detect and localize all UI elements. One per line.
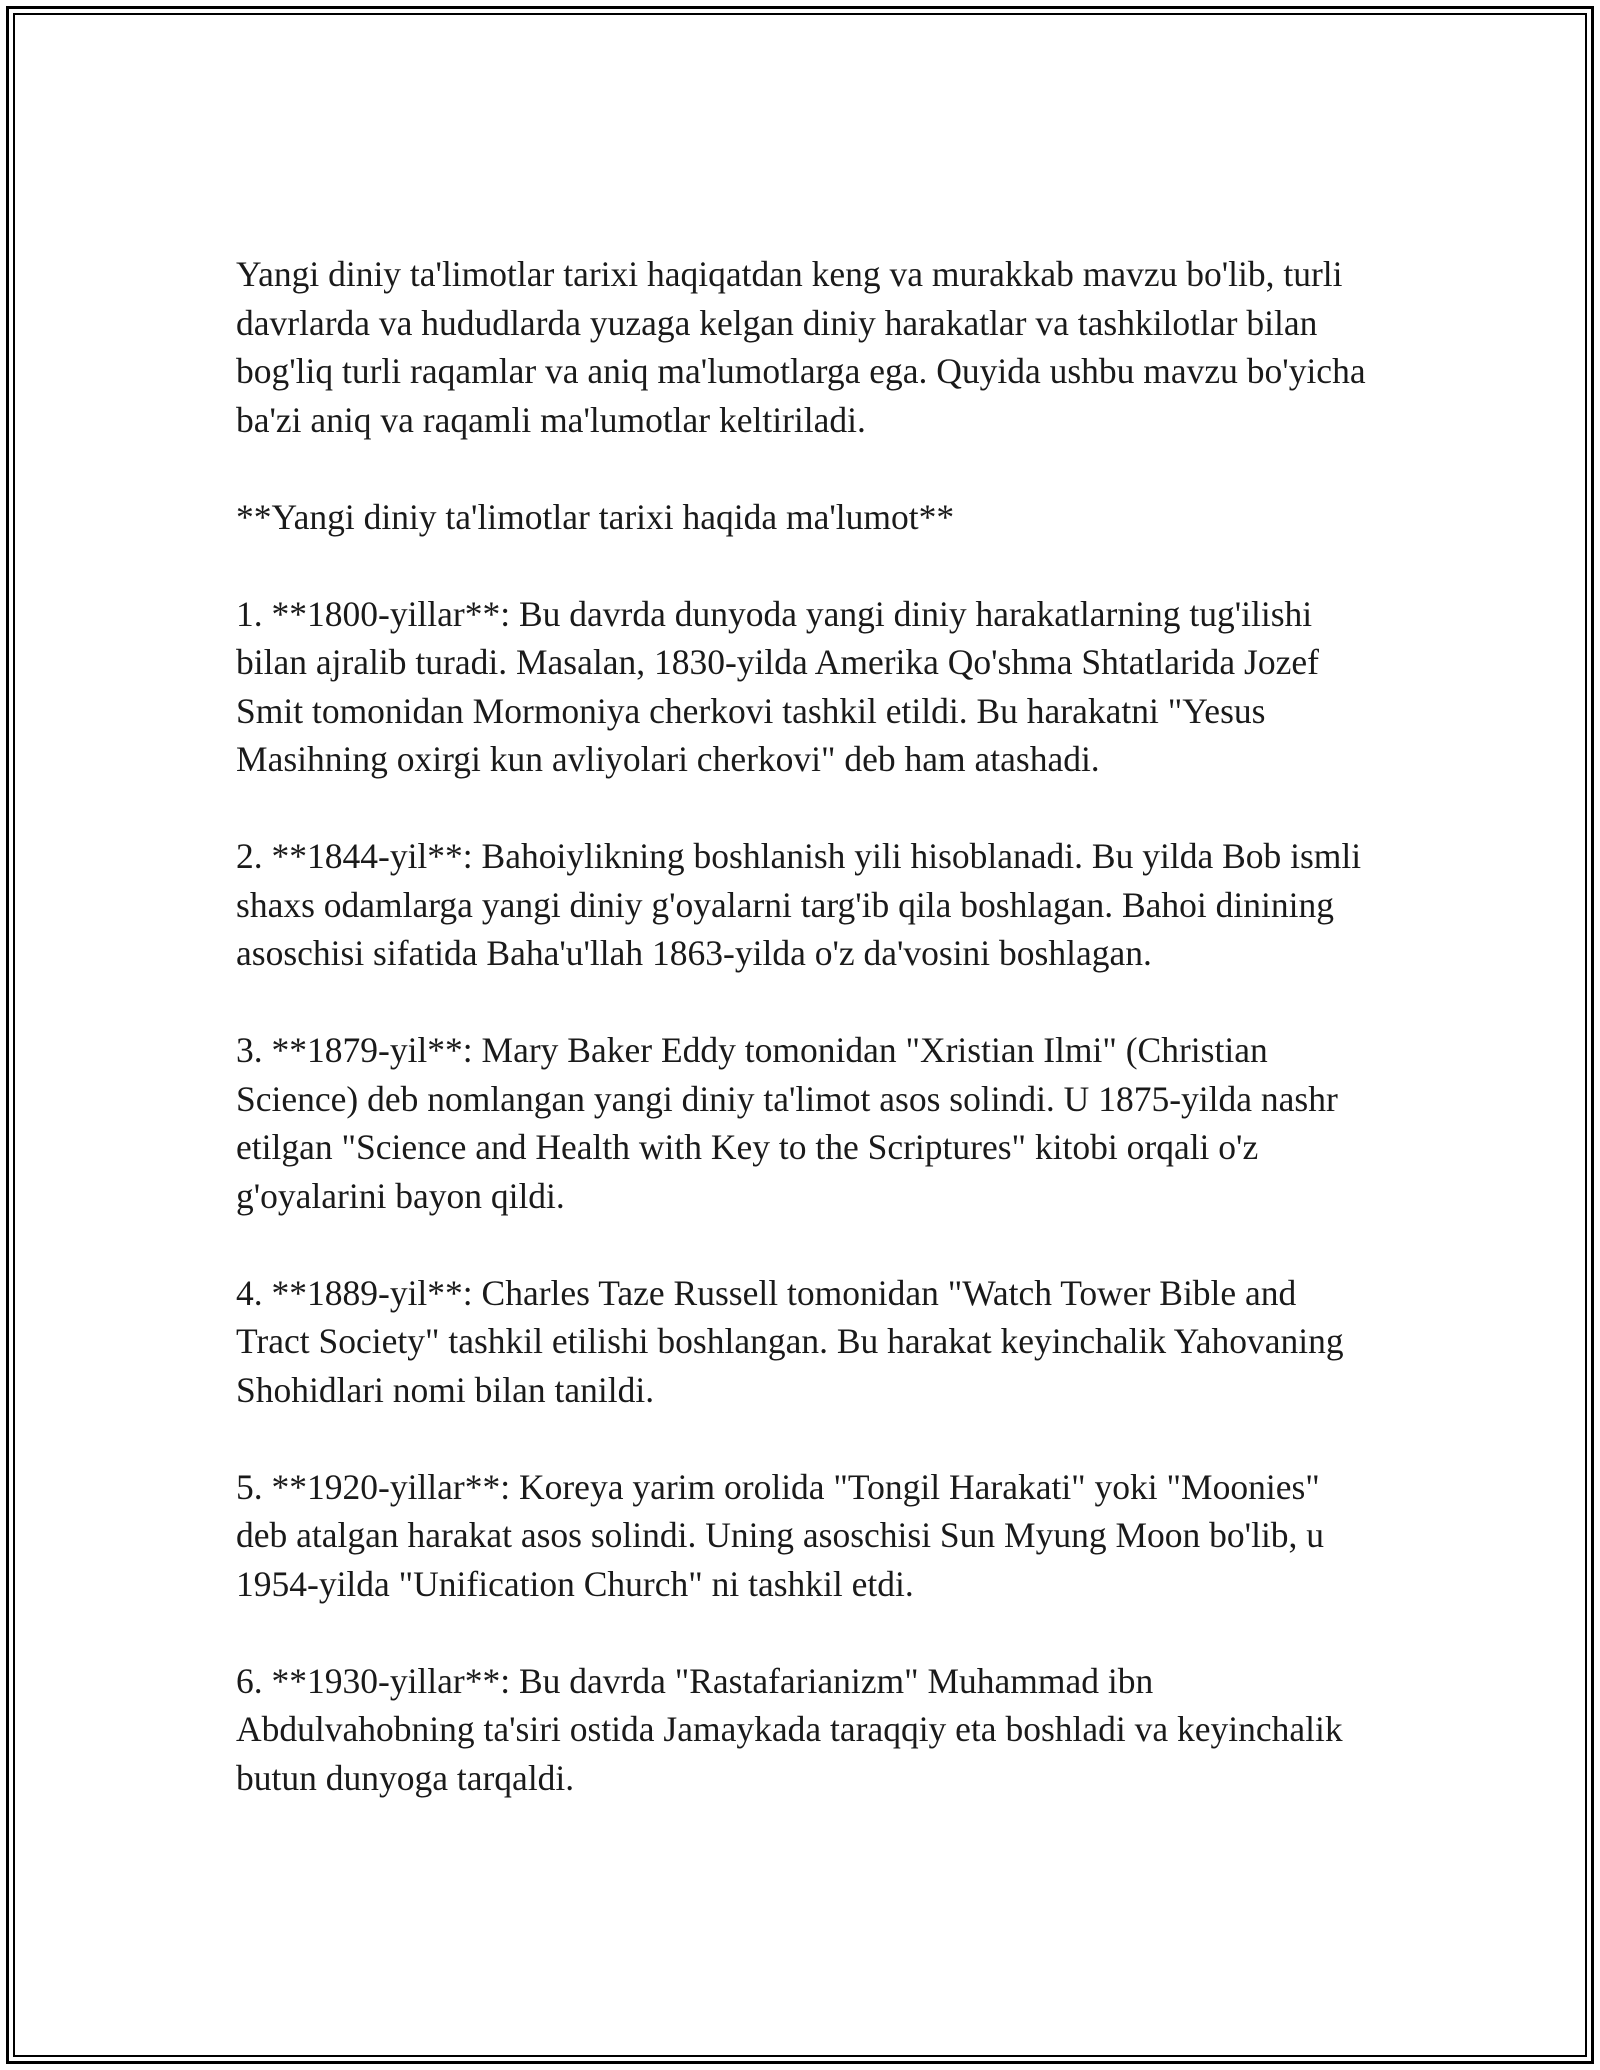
intro-paragraph: Yangi diniy ta'limotlar tarixi haqiqatdan keng va murakkab mavzu bo'lib, turli davrlarda va hududlarda yuzaga kelgan diniy harakatlar va tashkilotlar bilan bog'liq turli raqamlar va aniq ma'lumotlarga ega. Quyida ushbu mavzu bo'yicha ba'zi aniq va raqamli ma'lumotlar keltiriladi. bbox=[236, 254, 1366, 440]
list-item: 4. **1889-yil**: Charles Taze Russell tomonidan "Watch Tower Bible and Tract Society" tashkil etilishi boshlangan. Bu harakat keyinchalik Yahovaning Shohidlari nomi bilan tanildi. bbox=[236, 1272, 1344, 1410]
list-item: 2. **1844-yil**: Bahoiylikning boshlanish yili hisoblanadi. Bu yilda Bob ismli shaxs odamlarga yangi diniy g'oyalarni targ'ib qila boshlagan. Bahoi dinining asoschisi sifatida Baha'u'llah 1863-yilda o'z da'vosini boshlagan. bbox=[236, 836, 1362, 973]
list-item: 3. **1879-yil**: Mary Baker Eddy tomonidan "Xristian Ilmi" (Christian Science) deb nomlangan yangi diniy ta'limot asos solindi. U 1875-yilda nashr etilgan "Science and Health with Key to the Scriptures" kitobi orqali o'z g'oyalarini bayon qildi. bbox=[236, 1030, 1338, 1216]
list-item: 6. **1930-yillar**: Bu davrda "Rastafarianizm" Muhammad ibn Abdulvahobning ta'siri ostida Jamaykada taraqqiy eta boshladi va keyinchalik butun dunyoga tarqaldi. bbox=[236, 1660, 1343, 1798]
list-item: 1. **1800-yillar**: Bu davrda dunyoda yangi diniy harakatlarning tug'ilishi bilan ajralib turadi. Masalan, 1830-yilda Amerika Qo'shma Shtatlarida Jozef Smit tomonidan Mormoniya cherkovi tashkil etildi. Bu harakatni "Yesus Masihning oxirgi kun avliyolari cherkovi" deb ham atashadi. bbox=[236, 593, 1319, 779]
list-item: 5. **1920-yillar**: Koreya yarim orolida "Tongil Harakati" yoki "Moonies" deb atalgan harakat asos solindi. Uning asoschisi Sun Myung Moon bo'lib, u 1954-yilda "Unification Church" ni tashkil etdi. bbox=[236, 1466, 1325, 1604]
section-heading: **Yangi diniy ta'limotlar tarixi haqida ma'lumot** bbox=[236, 496, 955, 537]
document-body bbox=[236, 250, 1366, 1851]
